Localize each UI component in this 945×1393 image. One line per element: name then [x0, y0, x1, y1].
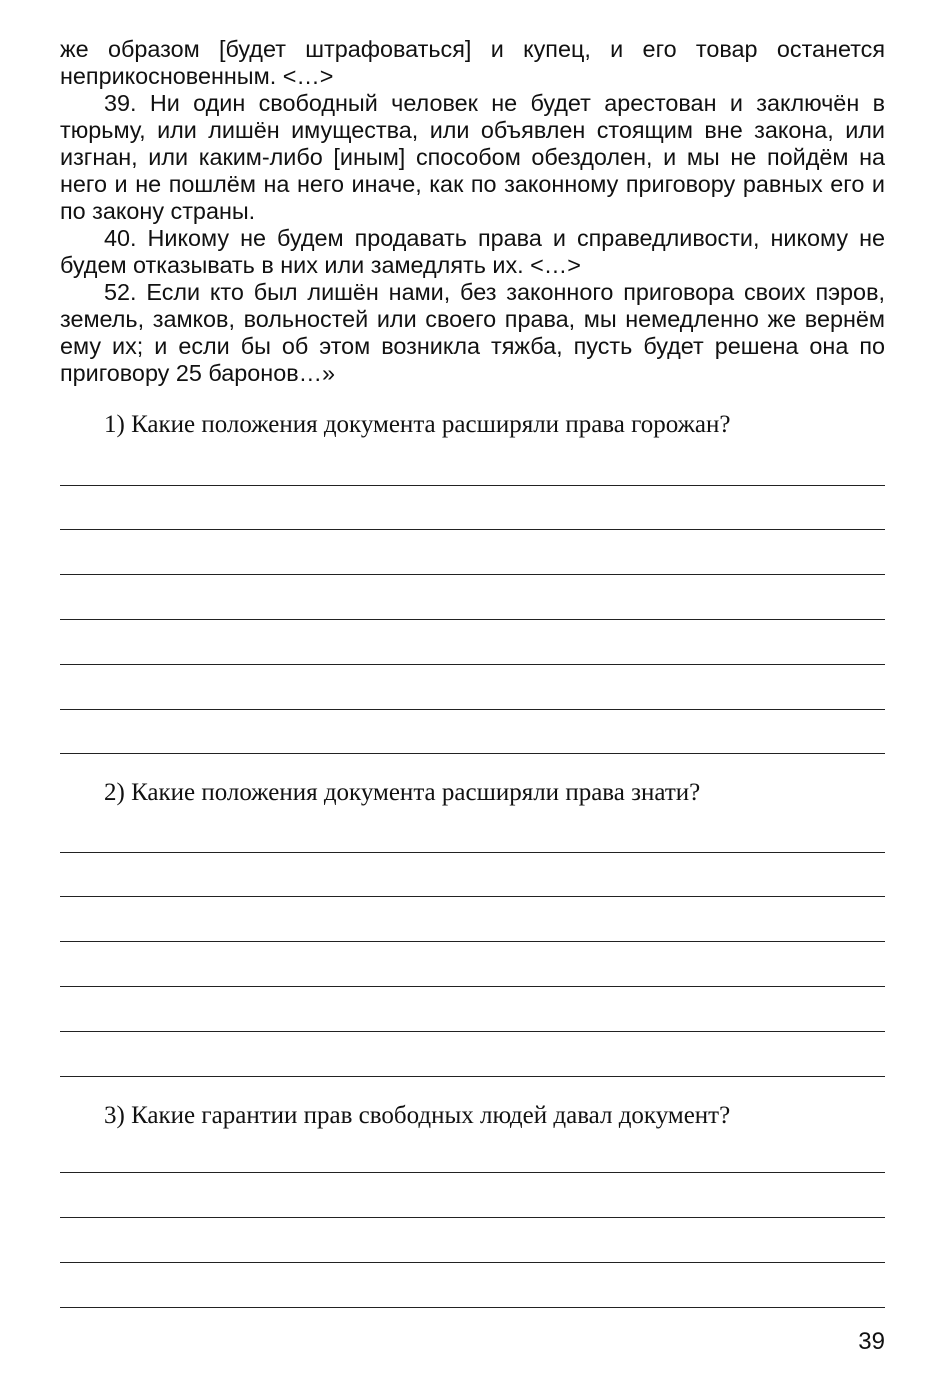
question-1: 1) Какие положения документа расширяли права горожан?: [104, 411, 731, 438]
excerpt-paragraph-article-52: 52. Если кто был лишён нами, без законного приговора своих пэров, земель, замков, вольностей или своего права, мы немедленно же вернём ему их; и если бы об этом возникла тяжба, пусть будет решена она по приговору 25 баронов…»: [60, 279, 885, 386]
answer-line[interactable]: [60, 941, 885, 942]
answer-line[interactable]: [60, 1262, 885, 1263]
answer-line[interactable]: [60, 529, 885, 530]
question-2: 2) Какие положения документа расширяли права знати?: [104, 779, 701, 806]
answer-line[interactable]: [60, 1076, 885, 1077]
answer-line[interactable]: [60, 619, 885, 620]
question-3: 3) Какие гарантии прав свободных людей давал документ?: [104, 1102, 731, 1129]
answer-line[interactable]: [60, 574, 885, 575]
answer-line[interactable]: [60, 1307, 885, 1308]
excerpt-paragraph-article-39: 39. Ни один свободный человек не будет арестован и заключён в тюрьму, или лишён имущества, или объявлен стоящим вне закона, или изгнан, или каким-либо [иным] способом обездолен, и мы не пойдём на него и не пошлём на него иначе, как по законному приговору равных его и по закону страны.: [60, 90, 885, 224]
page-number: 39: [858, 1328, 885, 1355]
answer-line[interactable]: [60, 709, 885, 710]
answer-line[interactable]: [60, 852, 885, 853]
excerpt-paragraph-article-40: 40. Никому не будем продавать права и справедливости, никому не будем отказывать в них или замедлять их. <…>: [60, 225, 885, 278]
answer-line[interactable]: [60, 1031, 885, 1032]
answer-line[interactable]: [60, 986, 885, 987]
answer-line[interactable]: [60, 1217, 885, 1218]
answer-line[interactable]: [60, 753, 885, 754]
excerpt-paragraph-continuation: же образом [будет штрафоваться] и купец, и его товар останется неприкосновенным. <…>: [60, 36, 885, 89]
answer-line[interactable]: [60, 896, 885, 897]
answer-line[interactable]: [60, 485, 885, 486]
answer-line[interactable]: [60, 664, 885, 665]
document-excerpt: [60, 36, 885, 387]
answer-line[interactable]: [60, 1172, 885, 1173]
